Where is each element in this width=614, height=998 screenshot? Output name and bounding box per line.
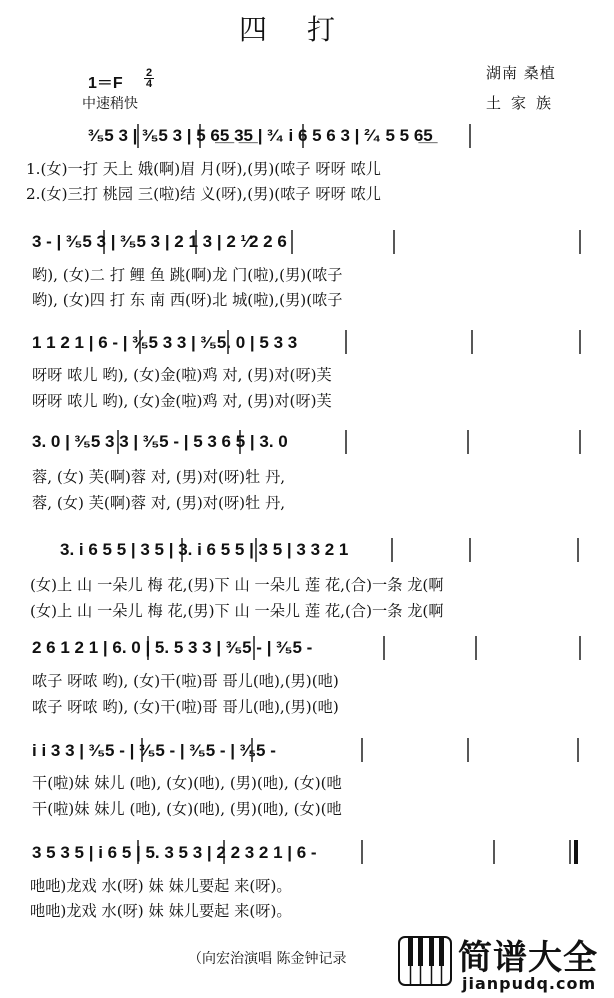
lyric-verse1-line-5: (女)上 山 一朵儿 梅 花,(男)下 山 一朵儿 莲 花,(合)一条 龙(啊 [30, 576, 444, 594]
lyric-verse1-line-3: 呀呀 哝儿 哟), (女)金(啦)鸡 对, (男)对(呀)芙 [32, 366, 332, 384]
ethnic-group: 土家族 [486, 94, 562, 112]
page-title: 四打 [238, 13, 375, 46]
logo-name: 简谱大全 [458, 938, 598, 978]
performer-credit: （向宏治演唱 陈金钟记录 [188, 951, 347, 967]
lyric-verse2-line-3: 呀呀 哝儿 哟), (女)金(啦)鸡 对, (男)对(呀)芙 [32, 392, 332, 410]
lyric-verse2-line-4: 蓉, (女) 芙(啊)蓉 对, (男)对(呀)牡 丹, [32, 494, 286, 512]
piano-keys-icon [398, 936, 452, 986]
notation-line-2: 3 - | ³⁄₅5 3 | ³⁄₅5 3 | 2 1 3 | 2 ¹⁄2 2 6 [32, 232, 287, 251]
lyric-verse1-line-1: 1.(女)一打 天上 娥(啊)眉 月(呀),(男)(哝子 呀呀 哝儿 [26, 160, 381, 178]
lyric-verse1-line-8: 吔吔)龙戏 水(呀) 妹 妹儿要起 来(呀)。 [30, 877, 292, 895]
lyric-verse1-line-6: 哝子 呀哝 哟), (女)干(啦)哥 哥儿(吔),(男)(吔) [32, 672, 339, 690]
logo-url: jianpudq.com [462, 974, 597, 993]
notation-line-7: i i 3 3 | ³⁄₅5 - | ³⁄₅5 - | ³⁄₅5 - | ³⁄₅5 - [32, 741, 276, 760]
lyric-verse1-line-7: 干(啦)妹 妹儿 (吔), (女)(吔), (男)(吔), (女)(吔 [32, 774, 342, 792]
lyric-verse2-line-8: 吔吔)龙戏 水(呀) 妹 妹儿要起 来(呀)。 [30, 902, 292, 920]
lyric-verse2-line-5: (女)上 山 一朵儿 梅 花,(男)下 山 一朵儿 莲 花,(合)一条 龙(啊 [30, 602, 444, 620]
lyric-verse2-line-2: 哟), (女)四 打 东 南 西(呀)北 城(啦),(男)(哝子 [32, 291, 343, 309]
lyric-verse2-line-7: 干(啦)妹 妹儿 (吔), (女)(吔), (男)(吔), (女)(吔 [32, 800, 342, 818]
notation-line-1: ³⁄₅5 3 | ³⁄₅5 3 | 5 6̲5̲ 3̲5̲ | ³⁄₄ i 6 5 6 3 | ²⁄₄ 5 5 6̲5̲ [88, 126, 433, 145]
notation-line-3: 1 1 2 1 | 6 - | ³⁄₅5 3 3 | ³⁄₅5. 0 | 5 3 3 [32, 333, 298, 352]
notation-line-4: 3. 0 | ³⁄₅5 3 3 | ³⁄₅5 - | 5 3 6 5 | 3. 0 [32, 432, 288, 451]
song-origin: 湖南 桑植 [486, 64, 556, 82]
notation-line-8: 3 5 3 5 | i 6 5 | 5. 3 5 3 | 2 2 3 2 1 | 6 - [32, 843, 317, 862]
notation-line-5: 3. i 6 5 5 | 3 5 | 3. i 6 5 5 | 3 5 | 3 3 2 1 [60, 540, 349, 559]
site-logo [398, 930, 612, 996]
notation-line-6: 2 6 1 2 1 | 6. 0 | 5. 5 3 3 | ³⁄₅5 - | ³⁄₅5 - [32, 638, 313, 657]
lyric-verse1-line-4: 蓉, (女) 芙(啊)蓉 对, (男)对(呀)牡 丹, [32, 468, 286, 486]
key-signature: 1＝F [88, 75, 123, 92]
lyric-verse1-line-2: 哟), (女)二 打 鲤 鱼 跳(啊)龙 门(啦),(男)(哝子 [32, 266, 343, 284]
lyric-verse2-line-6: 哝子 呀哝 哟), (女)干(啦)哥 哥儿(吔),(男)(吔) [32, 698, 339, 716]
time-sig-numerator: 2 [145, 67, 153, 79]
time-sig-denominator: 4 [145, 78, 153, 90]
lyric-verse2-line-1: 2.(女)三打 桃园 三(啦)结 义(呀),(男)(哝子 呀呀 哝儿 [26, 185, 381, 203]
tempo-marking: 中速稍快 [82, 96, 138, 112]
